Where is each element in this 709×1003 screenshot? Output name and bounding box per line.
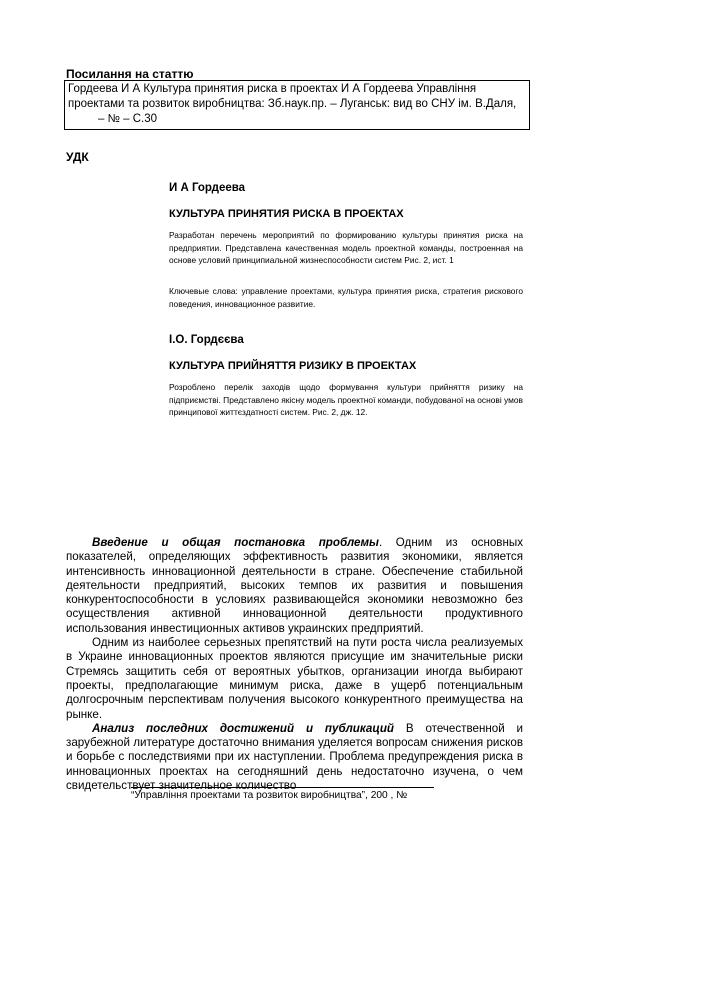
body-paragraph-1-text: . Одним из основных показателей, определяющих эффективность развития экономики, является интенсивность инновационной деятельности в стране. Обеспечение стабильной деятельности предприятий, высоких темпов их развития и повышения конкурентоспособности в условиях развивающейся экономики невозможно без осуществления активной инновационной деятельности продуктивного использования инвестиционных активов украинских предприятий. xyxy=(66,536,523,635)
ru-keywords: Ключевые слова: управление проектами, культура принятия риска, стратегия рискового поведения, инновационное развитие. xyxy=(169,286,523,309)
ru-abstract-block xyxy=(169,229,523,267)
citation-heading: Посилання на статтю xyxy=(66,67,194,81)
udk-label: УДК xyxy=(66,150,89,164)
body-paragraph-2-text: Одним из наиболее серьезных препятствий на пути роста числа реализуемых в Украине инновационных проектов являются присущие им значительные риски Стремясь защитить себя от вероятных убытков, организации иногда выбирают проекты, предполагающие минимум риска, даже в ущерб потенциальным долгосрочным перспективам получения высокого конкурентного преимущества на рынке. xyxy=(66,636,523,721)
ua-abstract: Розроблено перелік заходів щодо формування культури прийняття ризику на підприємстві. Представлено якісну модель проектної команди, побудованої на основі умов принципової життєздатності систем. Рис. 2, дж. 12. xyxy=(169,382,523,417)
ru-author xyxy=(169,178,523,196)
body-paragraph-3 xyxy=(66,722,523,793)
ua-title-block xyxy=(169,356,523,374)
ua-author-name: І.О. Гордєєва xyxy=(169,334,244,346)
ru-abstract: Разработан перечень мероприятий по формированию культуры принятия риска на предприятии. Представлена качественная модель проектной команды, построенная на основе условий принципиальной жизнеспособности систем Рис. 2, ист. 1 xyxy=(169,230,523,265)
citation-box xyxy=(64,80,530,130)
section-heading-intro: Введение и общая постановка проблемы xyxy=(92,536,379,549)
article-body xyxy=(66,536,523,793)
citation-line-1: Гордеева И А Культура принятия риска в проектах И А Гордеева Управління xyxy=(68,83,477,95)
running-footer: “Управління проектами та розвиток виробництва”, 200 , № xyxy=(131,790,408,801)
citation-line-3: – № – С.30 xyxy=(98,113,158,125)
ua-title: КУЛЬТУРА ПРИЙНЯТТЯ РИЗИКУ В ПРОЕКТАХ xyxy=(169,360,417,372)
ru-title-block xyxy=(169,204,523,222)
body-paragraph-3-text: В отечественной и зарубежной литературе достаточно внимания уделяется вопросам снижения рисков и борьбе с последствиями при их наступлении. Проблема предупреждения риска в инновационных проектах на сегодняшний день недостаточно изучена, о чем свидетельствует значительное количество xyxy=(66,721,524,793)
citation-line-2: проектами та розвиток виробництва: Зб.наук.пр. – Луганськ: вид во СНУ ім. В.Даля, xyxy=(68,98,517,110)
body-paragraph-1 xyxy=(66,536,523,636)
section-heading-analysis: Анализ последних достижений и публикаций xyxy=(92,721,394,735)
footer-rule xyxy=(131,787,434,788)
ru-title: КУЛЬТУРА ПРИНЯТИЯ РИСКА В ПРОЕКТАХ xyxy=(169,208,404,220)
ru-keywords-block xyxy=(169,285,523,310)
ua-abstract-block xyxy=(169,381,523,419)
ua-author xyxy=(169,330,523,348)
ru-author-name: И А Гордеева xyxy=(169,182,246,194)
body-paragraph-2 xyxy=(66,636,523,722)
